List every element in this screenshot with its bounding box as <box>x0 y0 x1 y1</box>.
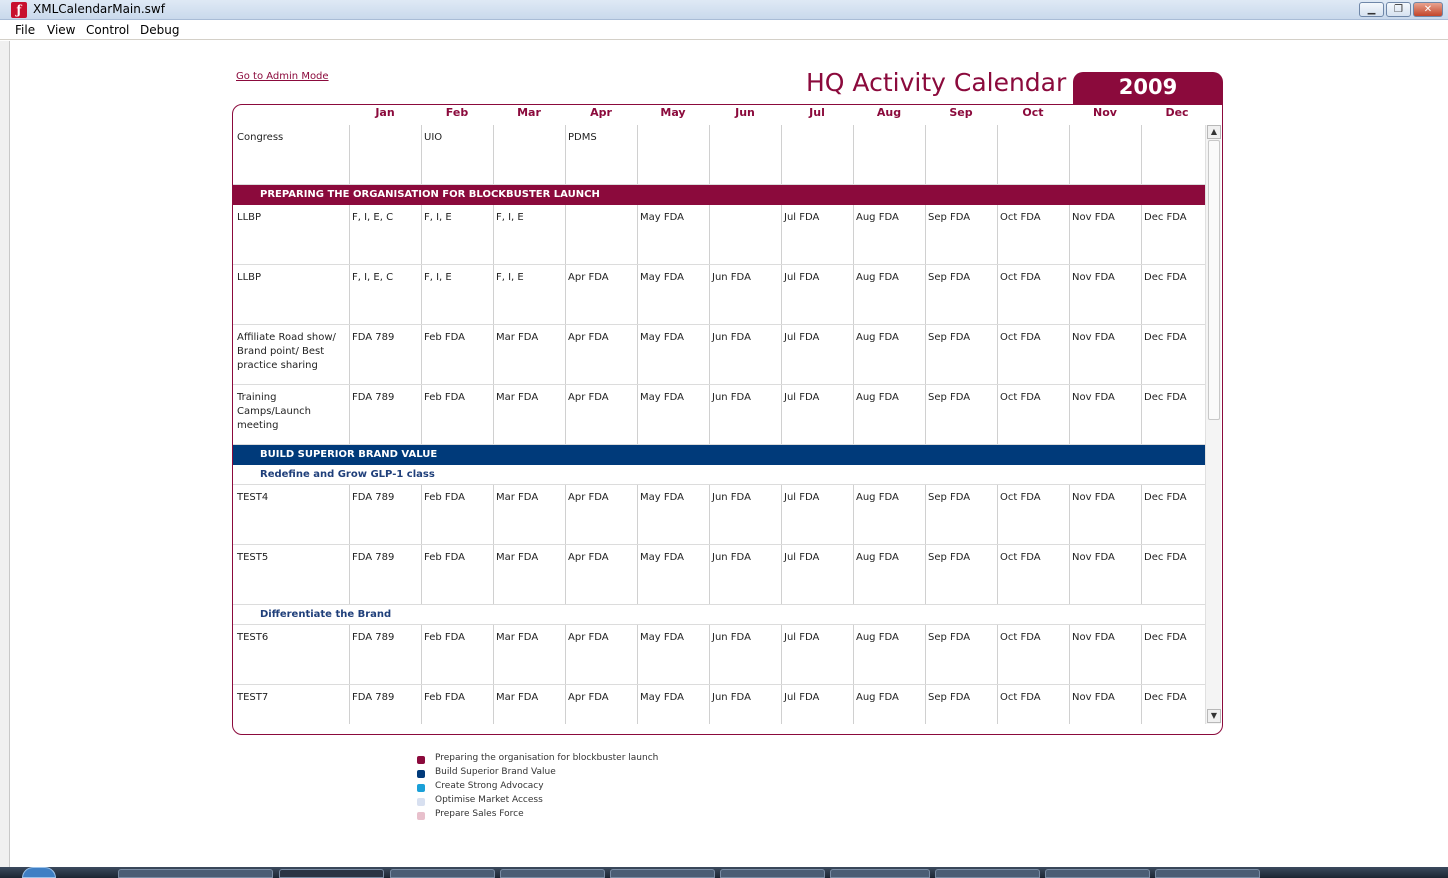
month-cell-feb[interactable]: Feb FDA <box>421 625 493 684</box>
month-cell-jun[interactable] <box>709 125 781 184</box>
month-cell-dec[interactable] <box>1141 125 1205 184</box>
month-cell-jun[interactable]: Jun FDA <box>709 265 781 324</box>
month-cell-apr[interactable]: Apr FDA <box>565 385 637 444</box>
month-cell-mar[interactable]: Mar FDA <box>493 325 565 384</box>
legend-label: Build Superior Brand Value <box>435 767 556 777</box>
month-cell-jan[interactable] <box>349 125 421 184</box>
month-cell-may[interactable]: May FDA <box>637 685 709 724</box>
month-cell-dec[interactable]: Dec FDA <box>1141 685 1205 724</box>
activity-name-cell: LLBP <box>237 212 262 223</box>
calendar-title: HQ Activity Calendar <box>806 68 1067 97</box>
month-cell-may[interactable]: May FDA <box>637 265 709 324</box>
menu-view[interactable]: View <box>47 23 76 37</box>
month-cell-jan[interactable]: FDA 789 <box>349 325 421 384</box>
legend-swatch-icon <box>417 784 425 792</box>
month-cell-jun[interactable]: Jun FDA <box>709 625 781 684</box>
subsection-header: Redefine and Grow GLP-1 class <box>233 465 1205 485</box>
month-cell-apr[interactable]: Apr FDA <box>565 685 637 724</box>
month-cell-oct[interactable]: Oct FDA <box>997 325 1069 384</box>
legend-swatch-icon <box>417 812 425 820</box>
taskbar-item[interactable] <box>118 869 273 878</box>
month-cell-jun[interactable]: Jun FDA <box>709 545 781 604</box>
taskbar-item[interactable] <box>935 869 1040 878</box>
activity-name-cell: Training Camps/Launch meeting <box>237 392 311 431</box>
menu-bar <box>0 20 1448 40</box>
taskbar-item[interactable] <box>830 869 930 878</box>
month-cell-jan[interactable]: FDA 789 <box>349 625 421 684</box>
month-cell-may[interactable] <box>637 125 709 184</box>
taskbar-item[interactable] <box>500 869 605 878</box>
taskbar <box>0 867 1448 878</box>
year-tab: 2009 <box>1073 72 1223 106</box>
month-cell-jun[interactable]: Jun FDA <box>709 325 781 384</box>
month-cell-mar[interactable]: Mar FDA <box>493 545 565 604</box>
month-cell-aug[interactable]: Aug FDA <box>853 205 925 264</box>
month-cell-feb[interactable]: UIO <box>421 125 493 184</box>
month-cell-sep[interactable]: Sep FDA <box>925 625 997 684</box>
month-cell-jun[interactable]: Jun FDA <box>709 385 781 444</box>
month-cell-aug[interactable]: Aug FDA <box>853 545 925 604</box>
month-cell-sep[interactable]: Sep FDA <box>925 325 997 384</box>
month-cell-apr[interactable] <box>565 205 637 264</box>
month-cell-aug[interactable] <box>853 125 925 184</box>
flash-app-icon: ƒ <box>11 2 27 18</box>
calendar-row <box>233 205 1205 265</box>
month-cell-jan[interactable]: FDA 789 <box>349 685 421 724</box>
month-cell-may[interactable]: May FDA <box>637 545 709 604</box>
month-header-sep: Sep <box>949 106 973 119</box>
vertical-scrollbar[interactable] <box>1205 125 1221 724</box>
month-cell-sep[interactable]: Sep FDA <box>925 685 997 724</box>
month-cell-nov[interactable]: Nov FDA <box>1069 385 1141 444</box>
month-cell-jan[interactable]: FDA 789 <box>349 485 421 544</box>
taskbar-item[interactable] <box>610 869 715 878</box>
scroll-down-arrow-icon[interactable]: ▼ <box>1207 709 1221 723</box>
month-cell-mar[interactable]: F, I, E <box>493 205 565 264</box>
month-cell-feb[interactable]: F, I, E <box>421 205 493 264</box>
month-header-mar: Mar <box>517 106 541 119</box>
month-cell-nov[interactable]: Nov FDA <box>1069 685 1141 724</box>
month-cell-may[interactable]: May FDA <box>637 385 709 444</box>
month-cell-may[interactable]: May FDA <box>637 485 709 544</box>
month-cell-oct[interactable] <box>997 125 1069 184</box>
month-cell-sep[interactable]: Sep FDA <box>925 545 997 604</box>
menu-file[interactable]: File <box>15 23 36 37</box>
legend-label: Create Strong Advocacy <box>435 781 544 791</box>
section-header: PREPARING THE ORGANISATION FOR BLOCKBUSTER LAUNCH <box>233 185 1205 205</box>
maximize-button[interactable]: ❐ <box>1386 2 1411 17</box>
month-cell-feb[interactable]: Feb FDA <box>421 325 493 384</box>
taskbar-item[interactable] <box>1155 869 1260 878</box>
month-cell-jul[interactable]: Jul FDA <box>781 625 853 684</box>
calendar-row <box>233 385 1205 445</box>
month-cell-aug[interactable]: Aug FDA <box>853 685 925 724</box>
month-cell-nov[interactable]: Nov FDA <box>1069 265 1141 324</box>
month-header-aug: Aug <box>876 106 902 119</box>
left-panel-strip <box>0 41 10 867</box>
activity-name-cell: TEST7 <box>237 692 269 703</box>
legend-label: Optimise Market Access <box>435 795 543 805</box>
activity-name-cell: LLBP <box>237 272 262 283</box>
month-cell-dec[interactable]: Dec FDA <box>1141 545 1205 604</box>
calendar-frame <box>232 104 1223 735</box>
month-cell-feb[interactable]: Feb FDA <box>421 485 493 544</box>
month-cell-dec[interactable]: Dec FDA <box>1141 625 1205 684</box>
admin-mode-link[interactable]: Go to Admin Mode <box>236 71 329 82</box>
month-header-feb: Feb <box>445 106 469 119</box>
month-cell-feb[interactable]: Feb FDA <box>421 685 493 724</box>
calendar-row <box>233 265 1205 325</box>
minimize-button[interactable]: ▁ <box>1359 2 1384 17</box>
month-header-apr: Apr <box>590 106 612 119</box>
calendar-row <box>233 685 1205 724</box>
month-header-nov: Nov <box>1093 106 1117 119</box>
taskbar-item[interactable] <box>1045 869 1150 878</box>
taskbar-item[interactable] <box>720 869 825 878</box>
activity-name-cell: TEST4 <box>237 492 269 503</box>
month-header-dec: Dec <box>1165 106 1189 119</box>
month-cell-sep[interactable]: Sep FDA <box>925 385 997 444</box>
activity-name-cell: Affiliate Road show/ Brand point/ Best practice sharing <box>237 332 336 371</box>
month-cell-jun[interactable]: Jun FDA <box>709 485 781 544</box>
legend-label: Prepare Sales Force <box>435 809 524 819</box>
month-cell-nov[interactable]: Nov FDA <box>1069 545 1141 604</box>
month-cell-dec[interactable]: Dec FDA <box>1141 205 1205 264</box>
month-cell-apr[interactable]: Apr FDA <box>565 625 637 684</box>
calendar-row <box>233 485 1205 545</box>
legend-swatch-icon <box>417 798 425 806</box>
month-cell-dec[interactable]: Dec FDA <box>1141 485 1205 544</box>
month-cell-aug[interactable]: Aug FDA <box>853 485 925 544</box>
month-cell-nov[interactable]: Nov FDA <box>1069 205 1141 264</box>
close-button[interactable]: ✕ <box>1413 2 1443 17</box>
month-cell-jul[interactable]: Jul FDA <box>781 545 853 604</box>
month-cell-nov[interactable]: Nov FDA <box>1069 625 1141 684</box>
month-cell-aug[interactable]: Aug FDA <box>853 625 925 684</box>
month-cell-jan[interactable]: FDA 789 <box>349 545 421 604</box>
month-cell-aug[interactable]: Aug FDA <box>853 385 925 444</box>
month-cell-jul[interactable] <box>781 125 853 184</box>
month-cell-sep[interactable]: Sep FDA <box>925 485 997 544</box>
scrollbar-thumb[interactable] <box>1208 140 1220 420</box>
month-cell-jul[interactable]: Jul FDA <box>781 205 853 264</box>
month-cell-jan[interactable]: F, I, E, C <box>349 265 421 324</box>
month-cell-mar[interactable] <box>493 125 565 184</box>
month-cell-mar[interactable]: F, I, E <box>493 265 565 324</box>
month-cell-mar[interactable]: Mar FDA <box>493 685 565 724</box>
scroll-up-arrow-icon[interactable]: ▲ <box>1207 125 1221 139</box>
activity-name-cell: TEST5 <box>237 552 269 563</box>
month-cell-apr[interactable]: PDMS <box>565 125 637 184</box>
legend-label: Preparing the organisation for blockbuster launch <box>435 753 659 763</box>
section-header: BUILD SUPERIOR BRAND VALUE <box>233 445 1205 465</box>
month-cell-apr[interactable]: Apr FDA <box>565 485 637 544</box>
menu-debug[interactable]: Debug <box>140 23 180 37</box>
month-cell-jul[interactable]: Jul FDA <box>781 485 853 544</box>
month-cell-oct[interactable]: Oct FDA <box>997 385 1069 444</box>
menu-control[interactable]: Control <box>86 23 130 37</box>
activity-name-cell: Congress <box>237 132 284 143</box>
month-cell-jun[interactable] <box>709 205 781 264</box>
month-cell-feb[interactable]: F, I, E <box>421 265 493 324</box>
month-cell-jul[interactable]: Jul FDA <box>781 325 853 384</box>
month-header-oct: Oct <box>1022 106 1044 119</box>
month-cell-dec[interactable]: Dec FDA <box>1141 385 1205 444</box>
legend-swatch-icon <box>417 756 425 764</box>
subsection-header: Differentiate the Brand <box>233 605 1205 625</box>
month-cell-apr[interactable]: Apr FDA <box>565 545 637 604</box>
month-cell-jul[interactable]: Jul FDA <box>781 685 853 724</box>
month-header-may: May <box>660 106 686 119</box>
month-header-jul: Jul <box>809 106 825 119</box>
month-cell-feb[interactable]: Feb FDA <box>421 545 493 604</box>
calendar-row <box>233 125 1205 185</box>
month-cell-dec[interactable]: Dec FDA <box>1141 265 1205 324</box>
month-cell-nov[interactable]: Nov FDA <box>1069 485 1141 544</box>
month-cell-oct[interactable]: Oct FDA <box>997 485 1069 544</box>
start-button[interactable] <box>22 867 56 878</box>
month-cell-apr[interactable]: Apr FDA <box>565 325 637 384</box>
month-cell-oct[interactable]: Oct FDA <box>997 545 1069 604</box>
legend-swatch-icon <box>417 770 425 778</box>
month-cell-feb[interactable]: Feb FDA <box>421 385 493 444</box>
month-cell-may[interactable]: May FDA <box>637 325 709 384</box>
month-header-jan: Jan <box>375 106 395 119</box>
month-cell-oct[interactable]: Oct FDA <box>997 205 1069 264</box>
window-title: XMLCalendarMain.swf <box>33 2 165 16</box>
month-cell-aug[interactable]: Aug FDA <box>853 265 925 324</box>
month-cell-jul[interactable]: Jul FDA <box>781 265 853 324</box>
month-cell-jan[interactable]: FDA 789 <box>349 385 421 444</box>
month-cell-jul[interactable]: Jul FDA <box>781 385 853 444</box>
month-cell-mar[interactable]: Mar FDA <box>493 625 565 684</box>
calendar-row <box>233 625 1205 685</box>
month-cell-oct[interactable]: Oct FDA <box>997 625 1069 684</box>
month-cell-mar[interactable]: Mar FDA <box>493 485 565 544</box>
taskbar-item[interactable] <box>390 869 495 878</box>
month-cell-nov[interactable] <box>1069 125 1141 184</box>
month-cell-may[interactable]: May FDA <box>637 625 709 684</box>
taskbar-item[interactable] <box>279 869 384 878</box>
calendar-row <box>233 325 1205 385</box>
month-cell-nov[interactable]: Nov FDA <box>1069 325 1141 384</box>
month-cell-sep[interactable]: Sep FDA <box>925 205 997 264</box>
calendar-row <box>233 545 1205 605</box>
month-cell-mar[interactable]: Mar FDA <box>493 385 565 444</box>
month-cell-dec[interactable]: Dec FDA <box>1141 325 1205 384</box>
month-cell-sep[interactable]: Sep FDA <box>925 265 997 324</box>
month-cell-aug[interactable]: Aug FDA <box>853 325 925 384</box>
month-cell-jun[interactable]: Jun FDA <box>709 685 781 724</box>
calendar-body <box>233 125 1205 724</box>
month-cell-jan[interactable]: F, I, E, C <box>349 205 421 264</box>
month-cell-apr[interactable]: Apr FDA <box>565 265 637 324</box>
activity-name-cell: TEST6 <box>237 632 269 643</box>
month-header-jun: Jun <box>735 106 755 119</box>
month-cell-oct[interactable]: Oct FDA <box>997 265 1069 324</box>
month-cell-sep[interactable] <box>925 125 997 184</box>
month-cell-oct[interactable]: Oct FDA <box>997 685 1069 724</box>
month-cell-may[interactable]: May FDA <box>637 205 709 264</box>
window-titlebar <box>0 0 1448 20</box>
